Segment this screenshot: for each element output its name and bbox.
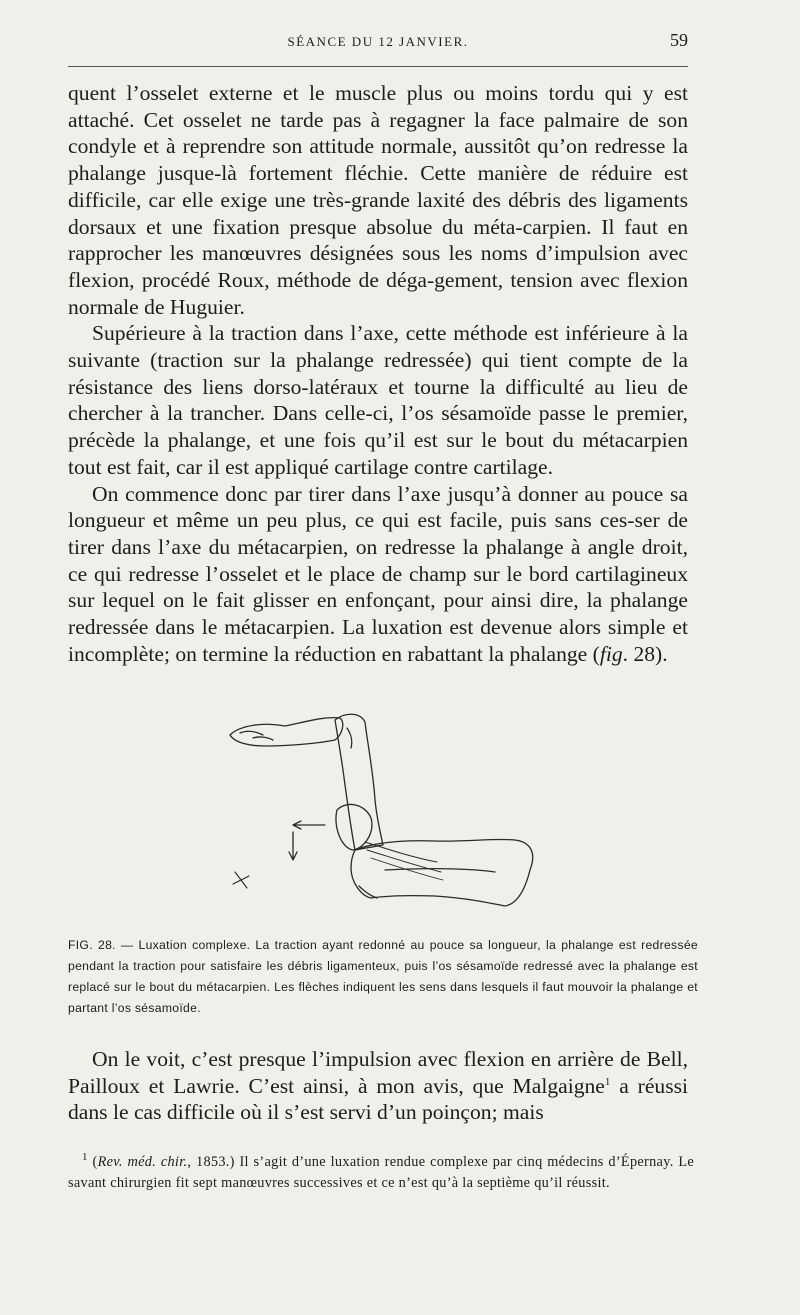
paragraph-3 [68, 481, 688, 668]
metacarpal-shape [351, 839, 533, 906]
header-rule [68, 66, 688, 67]
paragraph-2: Supérieure à la traction dans l’axe, cette méthode est inférieure à la suivante (traction sur la phalange redressée) qui tient compte de la résistance des liens dorso-latéraux et tourne la difficulté au lieu de chercher à la trancher. Dans celle-ci, l’os sésamoïde passe le premier, précède la phalange, et une fois qu’il est sur le bout du métacarpien tout est fait, car il est appliqué cartilage contre cartilage. [68, 321, 688, 479]
paragraph-3-text: On commence donc par tirer dans l’axe jusqu’à donner au pouce sa longueur et même un peu plus, ce qui est facile, puis sans ces-ser de tirer dans l’axe du métacarpien, on redresse la phalange à angle droit, ce qui redresse l’osselet et le place de champ sur le bord cartilagineux sur lequel on le fait glisser en enfonçant, pour ainsi dire, la phalange redressée dans le métacarpien. La luxation est devenue alors simple et incomplète; on termine la réduction en rabattant la phalange ( [68, 481, 688, 666]
paragraph-3-end: . 28). [622, 641, 668, 666]
footnote-source: Rev. méd. chir. [97, 1154, 188, 1170]
figure-caption-text: FIG. 28. — Luxation complexe. La traction ayant redonné au pouce sa longueur, la phalange est redressée pendant la traction pour satisfaire les débris ligamenteux, puis l’os sésamoïde redressé avec la phalange est replacé sur le bout du métacarpien. Les flèches indiquent les sens dans lesquels il faut mouvoir la phalange et partant l’os sésamoïde. [68, 938, 698, 1015]
footnote-source-open: ( [87, 1154, 98, 1170]
running-head [68, 30, 688, 54]
footnote-source-close: , 1853.) [187, 1154, 240, 1170]
main-text-continued [68, 1046, 688, 1126]
paragraph-1: quent l’osselet externe et le muscle plus ou moins tordu qui y est attaché. Cet osselet ne tarde pas à regagner la face palmaire de son condyle et à reprendre son attitude normale, aussitôt qu’on redresse la phalange jusque-là fortement fléchie. Cette manière de réduire est difficile, car elle exige une très-grande laxité des débris des ligaments dorsaux et une fixation presque absolue du méta-carpien. Il faut en rapprocher les manœuvres désignées sous les noms d’impulsion avec flexion, procédé Roux, méthode de déga-gement, tension avec flexion normale de Huguier. [68, 81, 688, 319]
direction-arrow-vertical [289, 832, 297, 860]
footnote-body: Il s’agit d’une luxation rendue complexe par cinq médecins d’Épernay. Le savant chirurgien fit sept manœuvres successives et ce n’est qu’à la septième qu’il réussit. [68, 1154, 695, 1191]
figure-28-illustration [225, 700, 645, 925]
proximal-phalanx-shape [335, 714, 383, 850]
figure-caption [68, 935, 698, 1019]
direction-arrow-horizontal [293, 821, 325, 829]
footnote [68, 1152, 694, 1194]
running-title: SÉANCE DU 12 JANVIER. [287, 34, 469, 49]
paragraph-4 [68, 1046, 688, 1126]
annotation-mark [233, 872, 249, 888]
page-number: 59 [670, 30, 688, 50]
paragraph-4-end: a réussi dans le cas difficile où il s’est servi d’un poinçon; mais [68, 1073, 689, 1125]
footnote-text [68, 1152, 694, 1194]
main-text [68, 80, 688, 667]
thumb-dislocation-drawing [225, 700, 645, 925]
figure-reference: fig [599, 641, 623, 666]
paragraph-4-text: On le voit, c’est presque l’impulsion avec flexion en arrière de Bell, Pailloux et Lawrie. C’est ainsi, à mon avis, que Malgaigne [68, 1047, 688, 1098]
footnote-reference: 1 [604, 1075, 611, 1088]
footnote-marker: 1 [82, 1151, 88, 1164]
